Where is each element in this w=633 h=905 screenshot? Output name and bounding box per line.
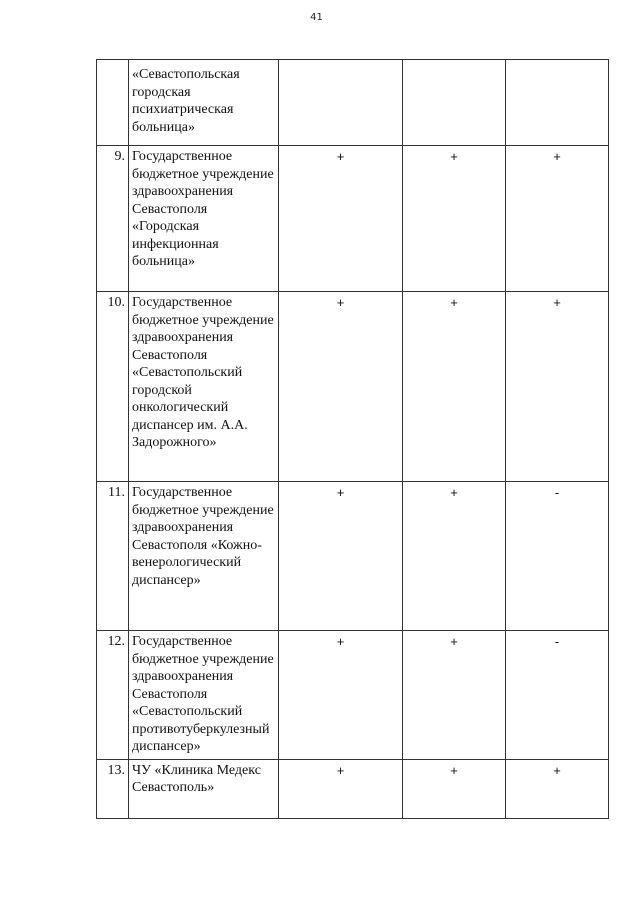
row-number (97, 60, 129, 146)
mark-col-3 (506, 60, 609, 146)
row-number: 13. (97, 759, 129, 818)
mark-col-1 (279, 60, 403, 146)
mark-col-1: + (279, 759, 403, 818)
mark-col-3: + (506, 759, 609, 818)
mark-col-3: - (506, 631, 609, 760)
row-number: 11. (97, 482, 129, 631)
mark-col-3: - (506, 482, 609, 631)
institution-name: «Севастопольская городская психиатрическая больница» (129, 60, 279, 146)
mark-col-1: + (279, 631, 403, 760)
table-row (97, 292, 609, 482)
institution-name: Государственное бюджетное учреждение здравоохранения Севастополя «Кожно-венерологический диспансер» (129, 482, 279, 631)
institution-name: Государственное бюджетное учреждение здравоохранения Севастополя «Севастопольский противотуберкулезный диспансер» (129, 631, 279, 760)
mark-col-1: + (279, 292, 403, 482)
row-number: 10. (97, 292, 129, 482)
mark-col-2: + (403, 482, 506, 631)
mark-col-2: + (403, 631, 506, 760)
mark-col-1: + (279, 482, 403, 631)
table-row (97, 631, 609, 760)
mark-col-2: + (403, 759, 506, 818)
institution-name: ЧУ «Клиника Медекс Севастополь» (129, 759, 279, 818)
mark-col-2 (403, 60, 506, 146)
mark-col-3: + (506, 292, 609, 482)
mark-col-1: + (279, 146, 403, 292)
mark-col-2: + (403, 146, 506, 292)
mark-col-2: + (403, 292, 506, 482)
mark-col-3: + (506, 146, 609, 292)
table-row (97, 482, 609, 631)
institutions-table (96, 59, 609, 819)
page-number: 41 (310, 12, 323, 23)
row-number: 12. (97, 631, 129, 760)
table-row (97, 60, 609, 146)
institution-name: Государственное бюджетное учреждение здравоохранения Севастополя «Городская инфекционная больница» (129, 146, 279, 292)
institution-name: Государственное бюджетное учреждение здравоохранения Севастополя «Севастопольский городской онкологический диспансер им. А.А. Задорожного» (129, 292, 279, 482)
row-number: 9. (97, 146, 129, 292)
table-row (97, 759, 609, 818)
table-row (97, 146, 609, 292)
